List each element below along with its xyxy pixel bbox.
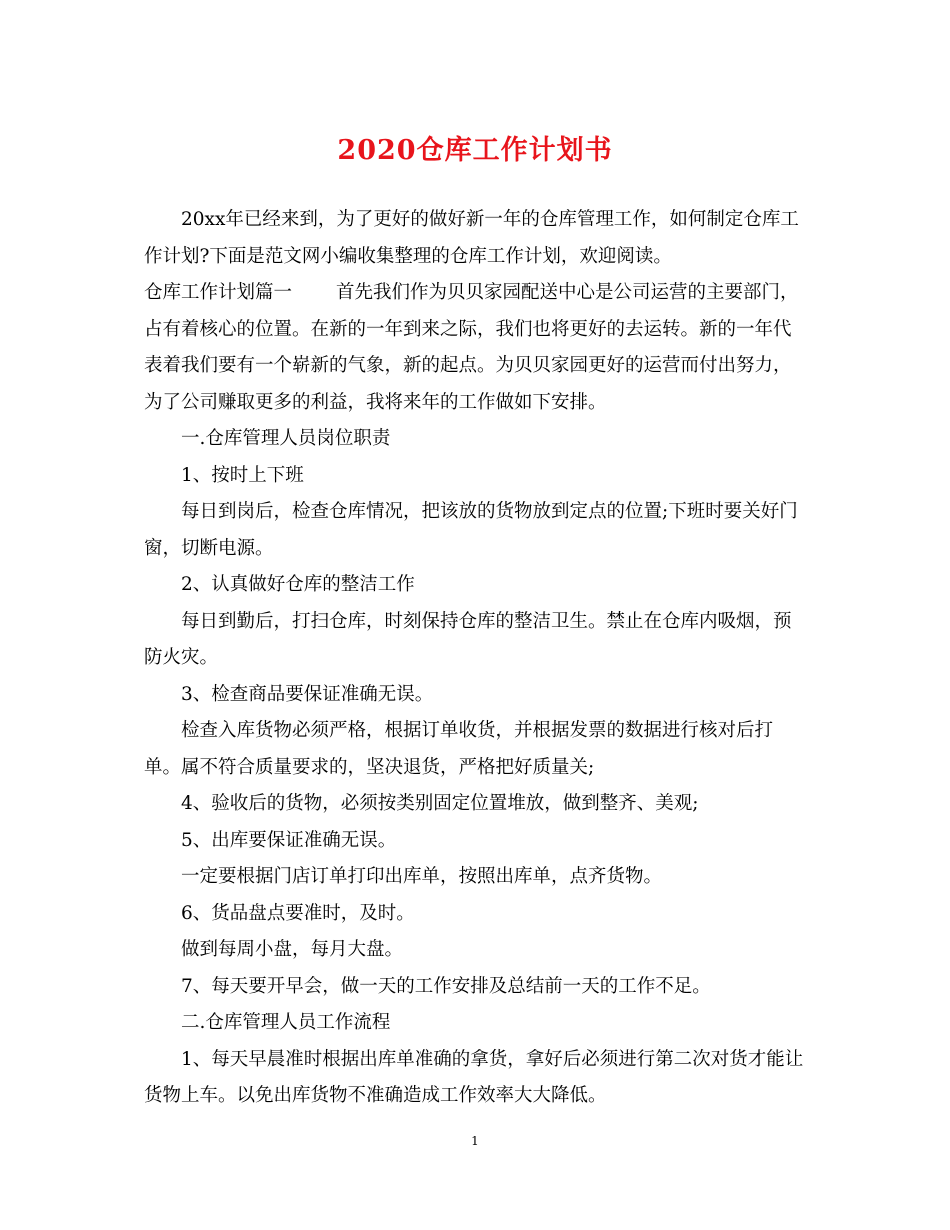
line-text: 每日到岗后，检查仓库情况，把该放的货物放到定点的位置;下班时要关好门 — [181, 501, 798, 522]
line-text: 每日到勤后，打扫仓库，时刻保持仓库的整洁卫生。禁止在仓库内吸烟，预 — [181, 610, 792, 632]
list-item — [144, 786, 804, 823]
line-text: 货物上车。以免出库货物不准确造成工作效率大大降低。 — [144, 1085, 607, 1106]
list-item — [144, 677, 804, 714]
section-heading — [144, 421, 804, 458]
line-text: 1、按时上下班 — [181, 464, 304, 486]
line-text: 一.仓库管理人员岗位职责 — [181, 428, 391, 449]
paragraph-line — [144, 275, 804, 312]
paragraph-line — [144, 932, 804, 969]
line-text: 为了公司赚取更多的利益，我将来年的工作做如下安排。 — [144, 391, 607, 413]
line-text: 检查入库货物必须严格，根据订单收货，并根据发票的数据进行核对后打 — [181, 720, 774, 741]
line-text: 占有着核心的位置。在新的一年到来之际，我们也将更好的去运转。新的一年代 — [144, 318, 792, 340]
paragraph-line — [144, 713, 804, 750]
document-body — [144, 202, 804, 1115]
list-item — [144, 969, 804, 1006]
line-text: 6、货品盘点要准时，及时。 — [181, 902, 415, 924]
paragraph-line — [144, 531, 804, 568]
paragraph-line — [144, 494, 804, 531]
paragraph-line — [144, 1078, 804, 1115]
line-text: 2、认真做好仓库的整洁工作 — [181, 574, 415, 595]
paragraph-line — [144, 750, 804, 787]
list-item — [144, 1042, 804, 1079]
list-item — [144, 896, 804, 933]
paragraph-line — [144, 202, 804, 239]
line-text: 1、每天早晨准时根据出库单准确的拿货，拿好后必须进行第二次对货才能让 — [181, 1048, 804, 1070]
paragraph-line — [144, 859, 804, 896]
line-text: 做到每周小盘，每月大盘。 — [181, 939, 404, 960]
line-text: 3、检查商品要保证准确无误。 — [181, 683, 434, 705]
document-title: 2020仓库工作计划书 — [337, 135, 613, 166]
paragraph-line — [144, 239, 804, 276]
paragraph-line — [144, 348, 804, 385]
section-label: 仓库工作计划篇一 — [144, 282, 293, 303]
line-text: 7、每天要开早会，做一天的工作安排及总结前一天的工作不足。 — [181, 975, 711, 997]
list-item — [144, 567, 804, 604]
line-text: 首先我们作为贝贝家园配送中心是公司运营的主要部门， — [336, 282, 799, 303]
paragraph-line — [144, 604, 804, 641]
line-text: 作计划?下面是范文网小编收集整理的仓库工作计划，欢迎阅读。 — [144, 245, 672, 267]
line-text: 单。属不符合质量要求的，坚决退货，严格把好质量关; — [144, 756, 595, 778]
line-text: 窗，切断电源。 — [144, 537, 274, 559]
line-text: 20xx年已经来到，为了更好的做好新一年的仓库管理工作，如何制定仓库工 — [181, 209, 799, 230]
line-text: 防火灾。 — [144, 647, 219, 668]
list-item — [144, 458, 804, 495]
line-text: 4、验收后的货物，必须按类别固定位置堆放，做到整齐、美观; — [181, 793, 699, 814]
list-item — [144, 823, 804, 860]
paragraph-line — [144, 385, 804, 422]
paragraph-line — [144, 312, 804, 349]
line-text: 一定要根据门店订单打印出库单，按照出库单，点齐货物。 — [181, 866, 663, 887]
line-text: 5、出库要保证准确无误。 — [181, 829, 397, 851]
paragraph-line — [144, 640, 804, 677]
page-number: 1 — [471, 1134, 479, 1148]
line-text: 二.仓库管理人员工作流程 — [181, 1012, 391, 1033]
line-text: 表着我们要有一个崭新的气象，新的起点。为贝贝家园更好的运营而付出努力， — [144, 355, 792, 376]
section-heading — [144, 1005, 804, 1042]
